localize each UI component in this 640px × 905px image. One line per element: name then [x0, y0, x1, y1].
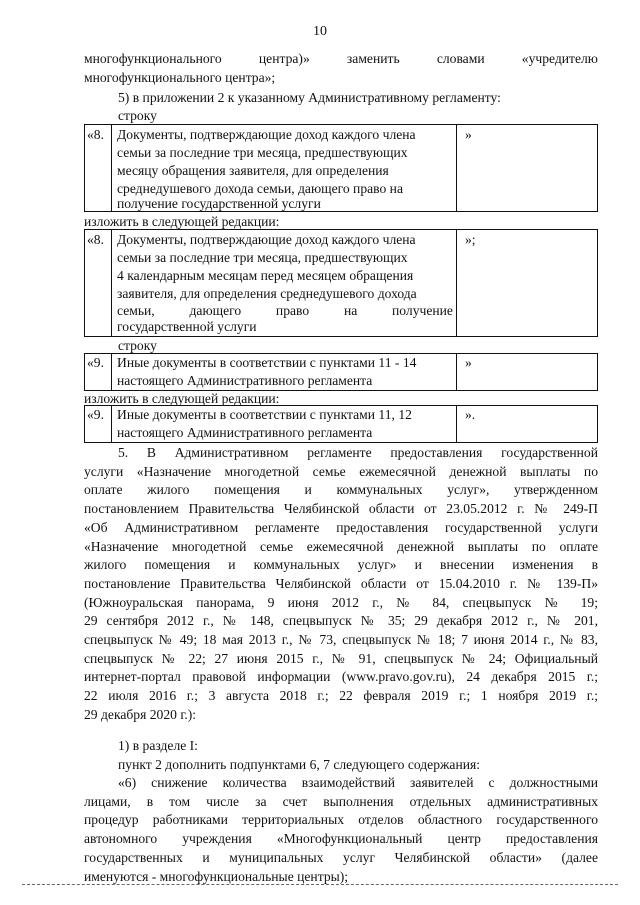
- item-point-2: пункт 2 дополнить подпунктами 6, 7 следующего содержания:: [118, 757, 481, 772]
- row-text-line: государственной услуги: [117, 319, 257, 334]
- intro-line-3: 5) в приложении 2 к указанному Административному регламенту:: [118, 90, 501, 105]
- row-number: «9.: [87, 407, 104, 422]
- row-word: получение: [392, 303, 453, 318]
- row-text-line: семьи за последние три месяца, предшествующих: [117, 145, 408, 160]
- row-text-line: Документы, подтверждающие доход каждого члена: [117, 127, 416, 142]
- paragraph-line: 22 июля 2016 г.; 3 августа 2018 г.; 22 февраля 2019 г.; 1 ноября 2019 г.;: [84, 688, 598, 704]
- row-word: семьи,: [117, 303, 155, 318]
- item-1: 1) в разделе I:: [118, 738, 198, 753]
- row-text-line: настоящего Административного регламента: [117, 373, 373, 388]
- paragraph-line: «Об Административном регламенте предоставления государственной услуги: [84, 519, 598, 535]
- paragraph-line: спецвыпуск № 49; 18 мая 2013 г., № 73, спецвыпуск № 18; 7 июня 2014 г., № 83,: [84, 632, 598, 647]
- paragraph-line: «Назначение многодетной семье ежемесячной денежной выплаты по оплате: [84, 538, 598, 554]
- row-text-line: месяцу обращения заявителя, для определения: [117, 163, 389, 178]
- row-text-line: получение государственной услуги: [117, 196, 321, 211]
- row-text-line: семьи за последние три месяца, предшествующих: [117, 250, 408, 265]
- paragraph-line: (Южноуральская панорама, 9 июня 2012 г., № 84, спецвыпуск № 19;: [84, 594, 598, 610]
- intro-word: многофункционального: [84, 51, 222, 66]
- paragraph-line: лицами, в том числе за счет выполнения отдельных административных: [84, 793, 598, 809]
- row-end-quote: »;: [465, 232, 476, 247]
- table-row-9-new: [84, 405, 598, 443]
- paragraph-line: 5. В Административном регламенте предоставления государственной: [118, 445, 598, 460]
- row-text-line: 4 календарным месяцам перед месяцем обращения: [117, 268, 414, 283]
- intro-word: заменить: [346, 51, 400, 66]
- table-row-8-new: [84, 229, 598, 337]
- row-number: «8.: [87, 127, 104, 142]
- replace-label-2: изложить в следующей редакции:: [84, 391, 280, 406]
- paragraph-line: жилого помещения и коммунальных услуг» и внесении изменения в: [84, 557, 598, 573]
- row-text-line: Документы, подтверждающие доход каждого члена: [117, 232, 416, 247]
- intro-line-2: многофункционального центра»;: [84, 70, 276, 85]
- intro-word: «учредителю: [521, 51, 598, 66]
- row-number: «8.: [87, 232, 104, 247]
- paragraph-line: процедур работниками территориальных отделов областного государственного: [84, 812, 598, 828]
- paragraph-line: оплате жилого помещения и коммунальных услуг», утвержденном: [84, 482, 598, 498]
- intro-word: словами: [436, 51, 485, 66]
- row-text-line: Иные документы в соответствии с пунктами 11 - 14: [117, 355, 417, 370]
- paragraph-line: спецвыпуск № 22; 27 июня 2015 г., № 91, спецвыпуск № 24; Официальный: [84, 650, 598, 666]
- row-label-2: строку: [118, 338, 157, 353]
- paragraph-line: постановление Правительства Челябинской области от 15.04.2010 г. № 139-П»: [84, 575, 598, 591]
- paragraph-line: постановлением Правительства Челябинской области от 23.05.2012 г. № 249-П: [84, 501, 598, 517]
- row-word: дающего: [189, 303, 242, 318]
- paragraph-line: автономного учреждения «Многофункциональный центр предоставления: [84, 831, 598, 847]
- intro-label-row: строку: [118, 108, 157, 123]
- row-text-line: среднедушевого дохода семьи, дающего право на: [117, 181, 403, 196]
- bottom-rule: [22, 884, 618, 885]
- replace-label-1: изложить в следующей редакции:: [84, 214, 280, 229]
- row-end-quote: »: [465, 127, 472, 142]
- row-text-line: заявителя, для определения среднедушевого дохода: [117, 286, 417, 301]
- paragraph-line: услуги «Назначение многодетной семье ежемесячной денежной выплаты по: [84, 463, 598, 479]
- row-text-line: Иные документы в соответствии с пунктами 11, 12: [117, 407, 412, 422]
- paragraph-line: интернет-портал правовой информации (www.pravo.gov.ru), 24 декабря 2015 г.;: [84, 669, 598, 685]
- table-row-9-old: [84, 353, 598, 391]
- paragraph-line: именуются - многофункциональные центры);: [84, 868, 349, 884]
- intro-word: центра)»: [258, 51, 310, 66]
- row-end-quote: »: [465, 355, 472, 370]
- row-end-quote: ».: [465, 407, 476, 422]
- paragraph-line: «6) снижение количества взаимодействий заявителей с должностными: [118, 775, 598, 790]
- row-number: «9.: [87, 355, 104, 370]
- row-word: право: [275, 303, 310, 318]
- table-row-8-old: [84, 124, 598, 212]
- paragraph-line: 29 сентября 2012 г., № 148, спецвыпуск № 35; 29 декабря 2012 г., № 201,: [84, 613, 598, 629]
- paragraph-line: государственных и муниципальных услуг Челябинской области» (далее: [84, 849, 598, 865]
- row-text-line: настоящего Административного регламента: [117, 425, 373, 440]
- intro-line-1: [84, 49, 598, 68]
- page-number: 10: [313, 24, 327, 39]
- row-word: на: [343, 303, 358, 318]
- paragraph-line: 29 декабря 2020 г.):: [84, 706, 197, 722]
